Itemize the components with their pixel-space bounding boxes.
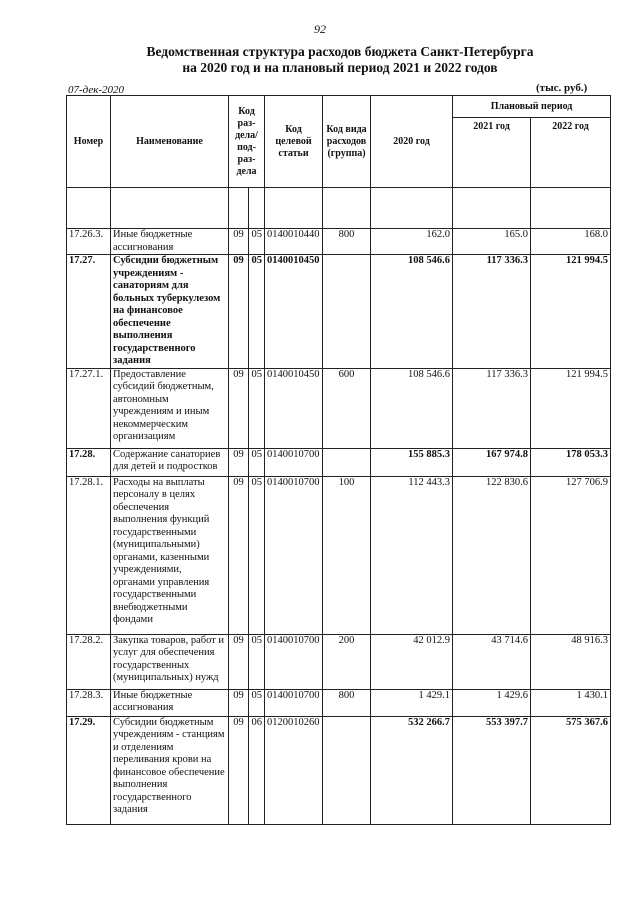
table-row (67, 229, 611, 255)
header-year-2020: 2020 год (371, 96, 453, 188)
table-row (67, 716, 611, 824)
table-row (67, 689, 611, 716)
row-number: 17.26.3. (67, 229, 111, 255)
row-number: 17.27. (67, 255, 111, 369)
table-row (67, 634, 611, 689)
document-title-line-2: на 2020 год и на плановый период 2021 и 2022 годов (182, 60, 498, 75)
row-number: 17.27.1. (67, 368, 111, 448)
row-subsection: 05 (249, 476, 265, 634)
row-section: 09 (229, 716, 249, 824)
row-expense-type: 800 (323, 689, 371, 716)
row-section: 09 (229, 476, 249, 634)
row-target-code: 0140010450 (265, 255, 323, 369)
row-subsection: 06 (249, 716, 265, 824)
row-name: Иные бюджетные ассигнования (111, 229, 229, 255)
table-row (67, 255, 611, 369)
header-expense-type-code: Код вида расходов (группа) (323, 96, 371, 188)
row-target-code: 0140010450 (265, 368, 323, 448)
row-amount-2021: 1 429.6 (453, 689, 531, 716)
row-amount-2020: 42 012.9 (371, 634, 453, 689)
header-section-code: Код раз-дела/ под-раз-дела (229, 96, 265, 188)
table-row (67, 368, 611, 448)
row-name: Субсидии бюджетным учреждениям - станциям и отделениям переливания крови на финансовое обеспечение выполнения государственного задания (111, 716, 229, 824)
header-number: Номер (67, 96, 111, 188)
row-expense-type (323, 448, 371, 476)
header-target-code: Код целевой статьи (265, 96, 323, 188)
row-name: Субсидии бюджетным учреждениям - санаториям для больных туберкулезом на финансовое обеспечение выполнения государственного задания (111, 255, 229, 369)
row-expense-type: 100 (323, 476, 371, 634)
row-target-code: 0140010440 (265, 229, 323, 255)
header-year-2021: 2021 год (453, 118, 531, 188)
row-amount-2021: 553 397.7 (453, 716, 531, 824)
row-amount-2021: 43 714.6 (453, 634, 531, 689)
row-amount-2022: 575 367.6 (531, 716, 611, 824)
budget-table (66, 95, 611, 825)
row-amount-2021: 167 974.8 (453, 448, 531, 476)
row-expense-type: 800 (323, 229, 371, 255)
row-name: Расходы на выплаты персоналу в целях обеспечения выполнения функций государственными (муниципальными) органами, казенными учреждениями, органами управления государственными внебюджетными фондами (111, 476, 229, 634)
document-title-line-1: Ведомственная структура расходов бюджета Санкт-Петербурга (146, 44, 534, 59)
row-target-code: 0140010700 (265, 448, 323, 476)
row-amount-2022: 48 916.3 (531, 634, 611, 689)
row-amount-2022: 168.0 (531, 229, 611, 255)
row-amount-2021: 165.0 (453, 229, 531, 255)
row-amount-2022: 121 994.5 (531, 368, 611, 448)
row-subsection: 05 (249, 255, 265, 369)
row-section: 09 (229, 448, 249, 476)
row-section: 09 (229, 255, 249, 369)
row-section: 09 (229, 229, 249, 255)
row-number: 17.28. (67, 448, 111, 476)
row-expense-type: 600 (323, 368, 371, 448)
row-number: 17.28.3. (67, 689, 111, 716)
row-amount-2020: 162.0 (371, 229, 453, 255)
row-subsection: 05 (249, 368, 265, 448)
row-subsection: 05 (249, 229, 265, 255)
row-amount-2020: 108 546.6 (371, 255, 453, 369)
row-name: Иные бюджетные ассигнования (111, 689, 229, 716)
row-amount-2021: 117 336.3 (453, 255, 531, 369)
row-amount-2022: 178 053.3 (531, 448, 611, 476)
table-row (67, 476, 611, 634)
table-row (67, 448, 611, 476)
header-name: Наименование (111, 96, 229, 188)
header-year-2022: 2022 год (531, 118, 611, 188)
row-target-code: 0140010700 (265, 634, 323, 689)
row-name: Предоставление субсидий бюджетным, автономным учреждениям и иным некоммерческим организациям (111, 368, 229, 448)
row-number: 17.28.1. (67, 476, 111, 634)
row-number: 17.28.2. (67, 634, 111, 689)
row-section: 09 (229, 368, 249, 448)
row-target-code: 0140010700 (265, 476, 323, 634)
header-planned-period: Плановый период (453, 96, 611, 118)
row-name: Содержание санаториев для детей и подростков (111, 448, 229, 476)
row-amount-2022: 1 430.1 (531, 689, 611, 716)
row-amount-2022: 121 994.5 (531, 255, 611, 369)
units-label: (тыс. руб.) (536, 82, 588, 94)
row-amount-2021: 122 830.6 (453, 476, 531, 634)
row-amount-2021: 117 336.3 (453, 368, 531, 448)
row-name: Закупка товаров, работ и услуг для обеспечения государственных (муниципальных) нужд (111, 634, 229, 689)
row-amount-2020: 155 885.3 (371, 448, 453, 476)
row-number: 17.29. (67, 716, 111, 824)
header-spacer-row (67, 188, 611, 229)
row-section: 09 (229, 689, 249, 716)
document-date: 07-дек-2020 (68, 84, 125, 96)
row-amount-2020: 532 266.7 (371, 716, 453, 824)
row-expense-type: 200 (323, 634, 371, 689)
row-subsection: 05 (249, 448, 265, 476)
row-amount-2020: 108 546.6 (371, 368, 453, 448)
page-number: 92 (314, 22, 326, 36)
row-amount-2020: 112 443.3 (371, 476, 453, 634)
row-subsection: 05 (249, 634, 265, 689)
row-subsection: 05 (249, 689, 265, 716)
row-expense-type (323, 716, 371, 824)
row-target-code: 0140010700 (265, 689, 323, 716)
row-amount-2022: 127 706.9 (531, 476, 611, 634)
row-section: 09 (229, 634, 249, 689)
row-expense-type (323, 255, 371, 369)
row-amount-2020: 1 429.1 (371, 689, 453, 716)
row-target-code: 0120010260 (265, 716, 323, 824)
